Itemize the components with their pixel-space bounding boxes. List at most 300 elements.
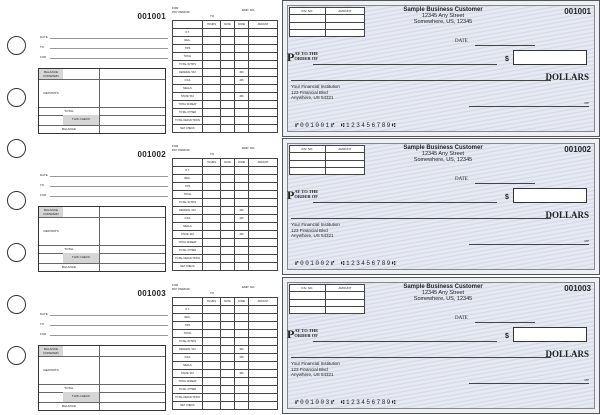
payroll-code-cell [235, 101, 249, 109]
payroll-cell[interactable] [203, 69, 221, 77]
payroll-amount-cell[interactable] [249, 125, 278, 133]
payroll-amount-cell[interactable] [249, 109, 278, 117]
bank-city: Anywhere, US 54321 [291, 372, 334, 377]
payee-line[interactable] [313, 64, 497, 65]
payroll-code-cell [235, 37, 249, 45]
pay-line1: AY TO THE [294, 189, 319, 194]
dollars-label: DOLLARS [545, 210, 589, 220]
payroll-cell[interactable] [203, 199, 221, 207]
deposits-label: DEPOSITS [43, 229, 59, 233]
customer-name: Sample Business Customer [403, 284, 483, 290]
total-label: TOTAL [64, 247, 74, 251]
payroll-row [173, 29, 278, 37]
payroll-cell[interactable] [221, 215, 235, 223]
payroll-cell[interactable] [221, 109, 235, 117]
binder-hole [7, 88, 26, 107]
payroll-cell[interactable] [203, 314, 221, 322]
stub-field-line[interactable] [50, 38, 168, 39]
payroll-cell[interactable] [221, 247, 235, 255]
invoice-cell[interactable] [325, 15, 364, 22]
stub-field-label: TO [40, 322, 45, 326]
balance-label: BALANCE [61, 404, 76, 408]
payroll-amount-cell[interactable] [249, 239, 278, 247]
payroll-amount-cell[interactable] [249, 386, 278, 394]
payroll-code-cell [235, 117, 249, 125]
payroll-cell[interactable] [221, 378, 235, 386]
payroll-cell[interactable] [221, 175, 235, 183]
payroll-code-cell [235, 109, 249, 117]
payroll-row [173, 37, 278, 45]
payroll-cell[interactable] [221, 402, 235, 410]
payroll-cell[interactable] [221, 223, 235, 231]
micr-line: ⑈001001⑈ ⑆123456789⑆ [295, 122, 398, 129]
payroll-cell[interactable] [203, 263, 221, 271]
payroll-header-cell: HOURS [203, 298, 221, 306]
payroll-row-label: MEALS [173, 362, 203, 370]
payroll-row [173, 330, 278, 338]
pay-period-label: PAY PERIOD [172, 287, 190, 291]
payroll-cell[interactable] [203, 354, 221, 362]
invoice-cell[interactable] [325, 160, 364, 167]
invoice-cell[interactable] [290, 167, 326, 174]
payroll-amount-cell[interactable] [249, 183, 278, 191]
payroll-cell[interactable] [221, 239, 235, 247]
payroll-cell[interactable] [221, 306, 235, 314]
amount-header: AMOUNT [325, 285, 364, 292]
invoice-table [289, 7, 365, 37]
inv-no-header: INV. NO. [290, 146, 326, 153]
payroll-table [172, 20, 278, 133]
invoice-cell[interactable] [325, 292, 364, 299]
stub-field-label: FOR [40, 55, 47, 59]
payroll-amount-cell[interactable] [249, 215, 278, 223]
stub-field-line[interactable] [50, 48, 168, 49]
payroll-row [173, 231, 278, 239]
payroll-code-cell [235, 362, 249, 370]
emp-no-label: EMP. NO. [242, 8, 256, 12]
payroll-cell[interactable] [203, 191, 221, 199]
invoice-cell[interactable] [325, 306, 364, 313]
pay-initial: P [287, 188, 295, 202]
payroll-row [173, 117, 278, 125]
written-amount-line[interactable] [291, 80, 551, 81]
payroll-header-cell: HOURS [203, 21, 221, 29]
payroll-amount-cell[interactable] [249, 101, 278, 109]
check-set [30, 277, 600, 414]
payroll-row [173, 263, 278, 271]
amount-box[interactable] [513, 50, 587, 65]
customer-address [373, 145, 513, 163]
payroll-row-label: TIPS [173, 183, 203, 191]
payroll-cell[interactable] [203, 239, 221, 247]
dollar-sign: $ [505, 333, 509, 340]
this-check-label: THIS CHECK [71, 117, 91, 121]
payroll-code-cell [235, 167, 249, 175]
payroll-cell[interactable] [221, 207, 235, 215]
payroll-code-cell [235, 45, 249, 53]
amount-box[interactable] [513, 188, 587, 203]
signature-line[interactable] [469, 106, 589, 107]
payroll-cell[interactable] [221, 346, 235, 354]
payroll-cell[interactable] [221, 370, 235, 378]
payroll-row-label: NET CHECK [173, 263, 203, 271]
payroll-row-label: STATE TAX [173, 370, 203, 378]
payroll-row [173, 338, 278, 346]
stub-field-line[interactable] [50, 315, 168, 316]
stub-field-label: FOR [40, 193, 47, 197]
payroll-amount-cell[interactable] [249, 167, 278, 175]
stub-field-label: FOR [40, 332, 47, 336]
invoice-cell[interactable] [290, 299, 326, 306]
payroll-code-cell [235, 175, 249, 183]
payee-line[interactable] [313, 202, 497, 203]
check-stub [30, 277, 170, 414]
payroll-cell[interactable] [221, 354, 235, 362]
pay-line1: AY TO THE [294, 51, 319, 56]
payroll-cell[interactable] [221, 183, 235, 191]
payroll-amount-cell[interactable] [249, 394, 278, 402]
date-line[interactable] [475, 183, 535, 184]
emp-no-label: EMP. NO. [242, 285, 256, 289]
stub-field-line[interactable] [50, 176, 168, 177]
mp-label: MP [584, 378, 589, 382]
invoice-cell[interactable] [325, 22, 364, 29]
payroll-row [173, 215, 278, 223]
balance-label: BALANCE [61, 127, 76, 131]
payroll-row [173, 255, 278, 263]
payroll-cell[interactable] [221, 45, 235, 53]
balance-forward-label: BALANCE FORWARD [43, 347, 59, 355]
payroll-cell[interactable] [221, 53, 235, 61]
payroll-cell[interactable] [203, 207, 221, 215]
payroll-cell[interactable] [203, 77, 221, 85]
inv-no-header: INV. NO. [290, 285, 326, 292]
payroll-cell[interactable] [203, 93, 221, 101]
customer-address [373, 284, 513, 302]
payroll-amount-cell[interactable] [249, 263, 278, 271]
payroll-row [173, 223, 278, 231]
payroll-code-cell [235, 386, 249, 394]
payroll-cell[interactable] [221, 85, 235, 93]
payroll-cell[interactable] [203, 85, 221, 93]
payroll-amount-cell[interactable] [249, 207, 278, 215]
payroll-amount-cell[interactable] [249, 93, 278, 101]
payroll-cell[interactable] [203, 45, 221, 53]
balance-label: BALANCE [61, 265, 76, 269]
payroll-amount-cell[interactable] [249, 322, 278, 330]
payroll-cell[interactable] [203, 117, 221, 125]
payroll-cell[interactable] [203, 53, 221, 61]
payroll-row-label: TOTAL DEDUCTIONS [173, 117, 203, 125]
payroll-amount-cell[interactable] [249, 255, 278, 263]
payroll-cell[interactable] [221, 93, 235, 101]
payroll-amount-cell[interactable] [249, 314, 278, 322]
date-line[interactable] [475, 45, 535, 46]
customer-street: 12345 Any Street [421, 290, 465, 296]
payroll-row-label: FEDERAL TAX [173, 207, 203, 215]
payroll-amount-cell[interactable] [249, 85, 278, 93]
payroll-amount-cell[interactable] [249, 338, 278, 346]
payroll-cell[interactable] [221, 29, 235, 37]
balance-forward-label: BALANCE FORWARD [43, 208, 59, 216]
payroll-cell[interactable] [221, 167, 235, 175]
payroll-table [172, 297, 278, 410]
payroll-amount-cell[interactable] [249, 175, 278, 183]
stub-field-label: DATE [40, 35, 48, 39]
payroll-cell[interactable] [203, 109, 221, 117]
invoice-cell[interactable] [290, 160, 326, 167]
payroll-cell[interactable] [221, 322, 235, 330]
payroll-amount-cell[interactable] [249, 346, 278, 354]
dollar-sign: $ [505, 194, 509, 201]
payroll-code-cell: 406 [235, 93, 249, 101]
inv-no-header: INV. NO. [290, 8, 326, 15]
payroll-code-cell [235, 239, 249, 247]
payroll-cell[interactable] [221, 191, 235, 199]
payroll-amount-cell[interactable] [249, 370, 278, 378]
payroll-amount-cell[interactable] [249, 45, 278, 53]
payroll-cell[interactable] [203, 386, 221, 394]
payroll-amount-cell[interactable] [249, 330, 278, 338]
signature-line[interactable] [469, 244, 589, 245]
payroll-cell[interactable] [221, 386, 235, 394]
signature-line[interactable] [469, 383, 589, 384]
pay-initial: P [287, 50, 295, 64]
payroll-header-cell: RATE [221, 298, 235, 306]
payroll-amount-cell[interactable] [249, 77, 278, 85]
payroll-cell[interactable] [221, 199, 235, 207]
payroll-amount-cell[interactable] [249, 306, 278, 314]
payroll-cell[interactable] [203, 247, 221, 255]
invoice-cell[interactable] [290, 306, 326, 313]
payroll-cell[interactable] [203, 394, 221, 402]
bank-address [291, 222, 340, 239]
payroll-cell[interactable] [203, 338, 221, 346]
payroll-amount-cell[interactable] [249, 378, 278, 386]
stub-check-number: 001003 [137, 289, 166, 298]
payroll-row [173, 53, 278, 61]
check-number: 001001 [564, 7, 591, 16]
payroll-cell[interactable] [203, 61, 221, 69]
payroll-cell[interactable] [221, 101, 235, 109]
stub-field-line[interactable] [50, 58, 168, 59]
bank-name: Your Financial Institution [291, 84, 340, 89]
payroll-row [173, 370, 278, 378]
payroll-cell[interactable] [203, 175, 221, 183]
payroll-row-label: NET CHECK [173, 125, 203, 133]
invoice-cell[interactable] [290, 22, 326, 29]
customer-name: Sample Business Customer [403, 7, 483, 13]
payroll-stub [170, 277, 280, 414]
payroll-amount-cell[interactable] [249, 402, 278, 410]
stub-check-number: 001001 [137, 12, 166, 21]
payroll-row [173, 386, 278, 394]
customer-city: Somewhere, US, 12345 [413, 296, 473, 302]
payroll-cell[interactable] [221, 61, 235, 69]
payroll-cell[interactable] [221, 362, 235, 370]
payroll-cell[interactable] [221, 231, 235, 239]
payroll-cell[interactable] [203, 306, 221, 314]
payroll-cell[interactable] [203, 101, 221, 109]
payroll-row-label: TOTAL W/MEAT [173, 378, 203, 386]
payroll-cell[interactable] [221, 338, 235, 346]
stub-field-line[interactable] [50, 335, 168, 336]
payroll-code-cell: 400 [235, 207, 249, 215]
payroll-row-label: TOTAL DEDUCTIONS [173, 255, 203, 263]
invoice-cell[interactable] [290, 29, 326, 36]
payroll-cell[interactable] [221, 117, 235, 125]
dollars-label: DOLLARS [545, 349, 589, 359]
payroll-cell[interactable] [203, 370, 221, 378]
stub-field-line[interactable] [50, 196, 168, 197]
check-set [30, 0, 600, 137]
payroll-row-label: FICA [173, 215, 203, 223]
micr-line: ⑈001003⑈ ⑆123456789⑆ [295, 399, 398, 406]
total-label: TOTAL [64, 386, 74, 390]
binder-holes [0, 0, 30, 415]
payroll-code-cell: 405 [235, 215, 249, 223]
payroll-code-cell [235, 263, 249, 271]
date-line[interactable] [475, 322, 535, 323]
check-set [30, 138, 600, 275]
written-amount-line[interactable] [291, 218, 551, 219]
payroll-cell[interactable] [203, 346, 221, 354]
payroll-code-cell [235, 199, 249, 207]
payroll-amount-cell[interactable] [249, 29, 278, 37]
payroll-row-label: TOTAL [173, 53, 203, 61]
customer-street: 12345 Any Street [421, 151, 465, 157]
payroll-header-cell: RATE [221, 159, 235, 167]
stub-field-label: DATE [40, 312, 48, 316]
payroll-header-cell [173, 21, 203, 29]
stub-register-box [38, 206, 166, 272]
payroll-stub [170, 0, 280, 137]
invoice-cell[interactable] [290, 292, 326, 299]
payroll-amount-cell[interactable] [249, 117, 278, 125]
payroll-cell[interactable] [221, 77, 235, 85]
payroll-cell[interactable] [221, 37, 235, 45]
payroll-row [173, 183, 278, 191]
invoice-cell[interactable] [325, 153, 364, 160]
payroll-row-label: STATE TAX [173, 93, 203, 101]
payroll-code-cell [235, 255, 249, 263]
payroll-cell[interactable] [203, 322, 221, 330]
payroll-cell[interactable] [203, 29, 221, 37]
payroll-amount-cell[interactable] [249, 69, 278, 77]
payroll-code-cell [235, 247, 249, 255]
payroll-row [173, 125, 278, 133]
payroll-cell[interactable] [221, 125, 235, 133]
payroll-code-cell [235, 394, 249, 402]
payroll-cell[interactable] [203, 330, 221, 338]
payroll-row-label: REG. [173, 175, 203, 183]
pay-line2: ORDER OF [294, 194, 318, 199]
check-number: 001002 [564, 145, 591, 154]
payroll-row-label: TOTAL W/TIPS [173, 338, 203, 346]
balance-forward-label: BALANCE FORWARD [43, 70, 59, 78]
payroll-amount-cell[interactable] [249, 191, 278, 199]
payroll-row [173, 378, 278, 386]
payroll-cell[interactable] [221, 263, 235, 271]
payroll-header-row [173, 159, 278, 167]
payroll-cell[interactable] [203, 183, 221, 191]
payroll-code-cell: 405 [235, 77, 249, 85]
to-label: TO [210, 291, 215, 295]
payroll-cell[interactable] [203, 231, 221, 239]
payroll-amount-cell[interactable] [249, 354, 278, 362]
payroll-cell[interactable] [221, 314, 235, 322]
payroll-cell[interactable] [221, 255, 235, 263]
payroll-cell[interactable] [203, 215, 221, 223]
payroll-for-label: FOR [172, 283, 179, 287]
stub-register-box [38, 345, 166, 411]
payroll-row [173, 93, 278, 101]
invoice-cell[interactable] [325, 29, 364, 36]
payroll-cell[interactable] [203, 402, 221, 410]
payroll-cell[interactable] [221, 330, 235, 338]
invoice-cell[interactable] [325, 167, 364, 174]
payroll-cell[interactable] [203, 125, 221, 133]
payroll-amount-cell[interactable] [249, 199, 278, 207]
payroll-cell[interactable] [203, 362, 221, 370]
payroll-row [173, 207, 278, 215]
payroll-cell[interactable] [221, 69, 235, 77]
payroll-cell[interactable] [203, 378, 221, 386]
amount-box[interactable] [513, 327, 587, 342]
payroll-cell[interactable] [203, 37, 221, 45]
binder-hole [7, 139, 26, 158]
invoice-cell[interactable] [290, 15, 326, 22]
check-face [282, 0, 600, 137]
invoice-cell[interactable] [325, 299, 364, 306]
invoice-cell[interactable] [290, 153, 326, 160]
payroll-code-cell [235, 85, 249, 93]
payroll-amount-cell[interactable] [249, 247, 278, 255]
payroll-row [173, 85, 278, 93]
bank-street: 123 Financial Blvd [291, 227, 328, 233]
payroll-amount-cell[interactable] [249, 362, 278, 370]
pay-period-label: PAY PERIOD [172, 10, 190, 14]
written-amount-line[interactable] [291, 357, 551, 358]
payroll-amount-cell[interactable] [249, 231, 278, 239]
payroll-header-cell: AMOUNT [249, 298, 278, 306]
stub-field-line[interactable] [50, 325, 168, 326]
payroll-row-label: O.T. [173, 29, 203, 37]
payroll-amount-cell[interactable] [249, 37, 278, 45]
stub-field-line[interactable] [50, 186, 168, 187]
payroll-cell[interactable] [203, 255, 221, 263]
payroll-cell[interactable] [221, 394, 235, 402]
payroll-row-label: TOTAL [173, 330, 203, 338]
payroll-row-label: TOTAL OTHER [173, 386, 203, 394]
payroll-row [173, 61, 278, 69]
total-label: TOTAL [64, 109, 74, 113]
bank-name: Your Financial Institution [291, 222, 340, 227]
payroll-cell[interactable] [203, 223, 221, 231]
customer-city: Somewhere, US, 12345 [413, 19, 473, 25]
payroll-amount-cell[interactable] [249, 53, 278, 61]
payroll-row-label: TOTAL DEDUCTIONS [173, 394, 203, 402]
payroll-amount-cell[interactable] [249, 223, 278, 231]
bank-city: Anywhere, US 54321 [291, 95, 334, 100]
payroll-cell[interactable] [203, 167, 221, 175]
payroll-header-cell: CODE [235, 298, 249, 306]
payroll-row-label: TOTAL [173, 191, 203, 199]
payroll-code-cell [235, 402, 249, 410]
payroll-header-cell [173, 298, 203, 306]
payroll-amount-cell[interactable] [249, 61, 278, 69]
payee-line[interactable] [313, 341, 497, 342]
